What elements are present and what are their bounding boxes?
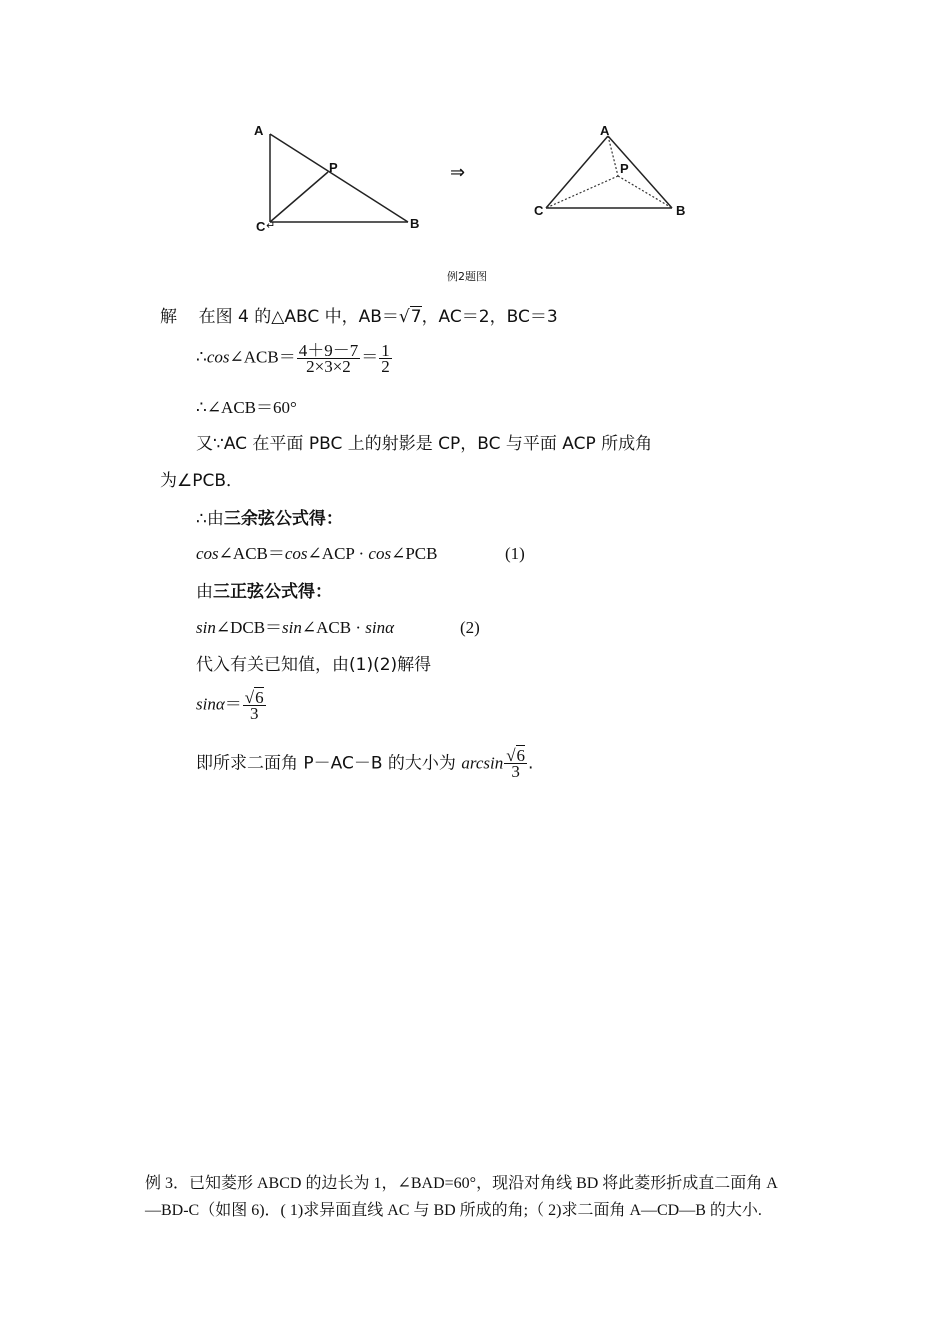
label-left-c: C: [256, 219, 266, 234]
three-sine-heading: 由三正弦公式得：: [196, 582, 332, 602]
edge-ac: [546, 136, 608, 208]
figure-right-tetrahedron: [530, 118, 690, 228]
label-left-a: A: [254, 123, 264, 138]
substitution-line: 代入有关已知值，由(1)(2)解得: [196, 655, 432, 675]
label-right-a: A: [600, 123, 610, 138]
label-right-c: C: [534, 203, 544, 218]
label-left-p: P: [329, 160, 338, 175]
label-right-p: P: [620, 161, 629, 176]
example-3-problem: [145, 1170, 825, 1224]
cos-acb-equation: ∴cos∠ACB＝ $\frac{4+9-7}{2\times 3\times 2}$ ＝ $\frac{1}{2}$: [196, 341, 390, 376]
fraction-cos: $\frac{4+9-7}{2\times 3\times 2}$: [298, 341, 359, 376]
edge-pb: [618, 176, 672, 208]
edge-pc: [546, 176, 618, 208]
sin-alpha-result: sinα＝ $\frac{√6}{3}$: [196, 688, 264, 723]
fraction-half: $\frac{1}{2}$: [381, 341, 390, 376]
figure-caption: 例2题图: [447, 270, 487, 283]
transform-arrow: ⇒: [450, 162, 466, 183]
projection-line-2: 为∠PCB．: [160, 471, 244, 491]
equation-1-number: (1): [505, 544, 525, 563]
angle-acb-result: ∴∠ACB＝60°: [196, 398, 297, 417]
equation-1: cos∠ACB＝cos∠ACP · cos∠PCB: [196, 544, 438, 563]
label-right-b: B: [676, 203, 686, 218]
example-3-line-2: —BD-C（如图 6)．( 1)求异面直线 AC 与 BD 所成的角;（ 2)求二面角 A—CD—B 的大小.: [145, 1202, 762, 1219]
return-mark: ↵: [266, 220, 276, 232]
projection-line-1: 又∵AC 在平面 PBC 上的射影是 CP，BC 与平面 ACP 所成角: [196, 434, 653, 454]
final-answer: 即所求二面角 P－AC－B 的大小为 arcsin $\frac{√6}{3}$ .: [196, 746, 534, 781]
segment-cp: [270, 172, 328, 222]
fraction-final: $\frac{√6}{3}$: [506, 746, 526, 781]
three-cosine-heading: ∴由三余弦公式得：: [196, 509, 343, 529]
fraction-root6-over-3: $\frac{√6}{3}$: [244, 688, 264, 723]
equation-2: sin∠DCB＝sin∠ACB · sinα: [196, 618, 395, 637]
equation-2-number: (2): [460, 618, 480, 637]
solution-label: 解: [160, 307, 177, 327]
segment-ab: [270, 134, 408, 222]
label-left-b: B: [410, 216, 420, 231]
solution-intro: 解 在图 4 的△ABC 中，AB＝√7，AC＝2，BC＝3: [160, 307, 558, 327]
example-3-line-1: 例 3．已知菱形 ABCD 的边长为 1，∠BAD=60°，现沿对角线 BD 将此菱形折成直二面角 A: [145, 1175, 778, 1192]
